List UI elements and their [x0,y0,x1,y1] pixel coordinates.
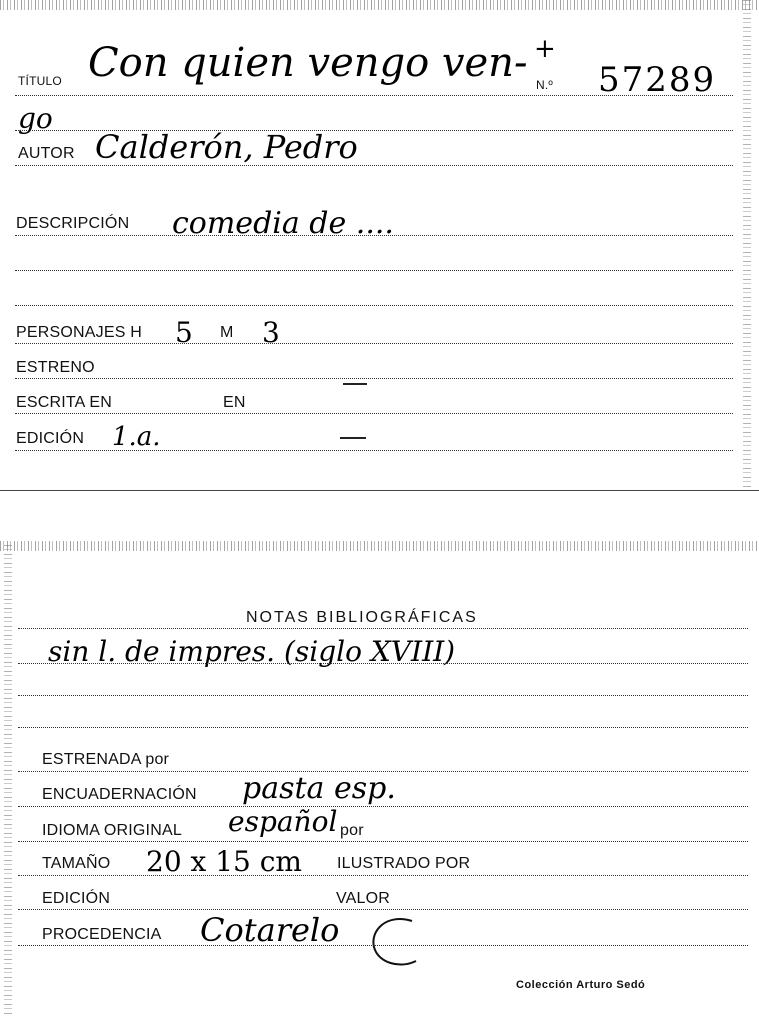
card-edge-left [4,545,12,1015]
card-edge-top [0,0,759,10]
edicion-value: 1.a. [112,422,161,452]
idioma-original-label: IDIOMA ORIGINAL [42,822,182,839]
coleccion-footer: Colección Arturo Sedó [516,979,646,991]
escrita-en-label: ESCRITA EN [16,394,112,411]
autor-label: AUTOR [18,145,75,162]
tamano-line [18,875,748,876]
catalog-card-main [0,0,759,495]
valor-label: VALOR [336,890,391,907]
procedencia-value: Cotarelo [200,911,340,949]
notas-line [18,628,748,629]
descripcion-line-2 [15,270,733,271]
titulo-value-line1: Con quien vengo ven- [88,40,528,86]
estreno-label: ESTRENO [16,359,95,376]
edicion-label: EDICIÓN [42,890,111,907]
pencil-mark-2 [340,437,366,439]
notas-line-3 [18,695,748,696]
descripcion-label: DESCRIPCIÓN [16,215,130,232]
titulo-value-line2: go [18,102,53,135]
catalog-card-notes [0,535,759,1028]
personajes-line [15,343,733,344]
notas-line-4 [18,727,748,728]
notas-line-2 [18,663,748,664]
estrenada-por-label: ESTRENADA por [42,751,170,768]
tamano-value: 20 x 15 cm [146,845,302,878]
ilustrado-por-label: ILUSTRADO POR [337,855,471,872]
escrita-en-line [15,413,733,414]
encuadernacion-label: ENCUADERNACIÓN [42,786,197,803]
notas-heading: NOTAS BIBLIOGRÁFICAS [246,609,478,626]
titulo-line [15,95,733,96]
numero-label: N.º [536,78,553,92]
en-label: EN [223,394,246,411]
edicion-label: EDICIÓN [16,430,85,447]
numero-value: 57289 [598,60,717,100]
estreno-line [15,378,733,379]
card-edge-top [0,541,759,551]
personajes-m-value: 3 [262,316,280,349]
notas-value: sin l. de impres. (siglo XVIII) [48,635,456,668]
titulo-label: TÍTULO [18,74,62,88]
encuadernacion-value: pasta esp. [242,771,396,806]
personajes-h-value: 5 [175,316,193,349]
personajes-label: PERSONAJES H [16,324,142,341]
personajes-m-label: M [220,324,234,341]
pencil-mark [343,383,367,385]
descripcion-line [15,235,733,236]
tamano-label: TAMAÑO [42,855,111,872]
autor-line [15,165,733,166]
idioma-por-label: por [340,822,364,839]
encuadernacion-line [18,806,748,807]
autor-value: Calderón, Pedro [95,128,358,166]
card-edge-right [743,0,751,495]
idioma-original-value: español [228,805,338,838]
cross-mark: + [534,34,556,64]
descripcion-line-3 [15,305,733,306]
edicion-line [15,450,733,451]
circle-mark [366,913,422,973]
idioma-line [18,841,748,842]
edicion-line [18,909,748,910]
procedencia-label: PROCEDENCIA [42,926,162,943]
descripcion-value: comedia de .... [172,206,394,241]
card-bottom-edge [0,490,759,491]
